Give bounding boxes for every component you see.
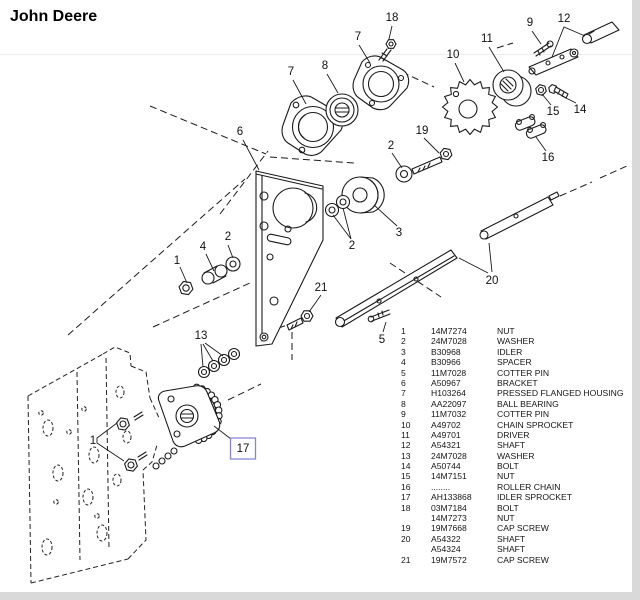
driver-11 bbox=[493, 70, 531, 106]
part-description: PRESSED FLANGED HOUSING bbox=[497, 388, 624, 399]
part-number: 24M7028 bbox=[431, 336, 467, 347]
part-number: 19M7572 bbox=[431, 554, 467, 565]
parts-row[interactable] bbox=[398, 347, 630, 357]
parts-row[interactable] bbox=[398, 368, 630, 378]
frame-mounting-nuts bbox=[117, 412, 147, 471]
parts-row[interactable] bbox=[398, 544, 630, 554]
parts-row[interactable] bbox=[398, 440, 630, 450]
parts-row[interactable] bbox=[398, 513, 630, 523]
part-number: A54321 bbox=[431, 440, 461, 451]
part-number: A54324 bbox=[431, 544, 461, 555]
part-number: ........ bbox=[431, 481, 451, 492]
parts-row[interactable] bbox=[398, 357, 630, 367]
parts-row[interactable] bbox=[398, 471, 630, 481]
part-ref: 7 bbox=[401, 388, 406, 399]
bolt-14 bbox=[549, 85, 568, 98]
part-ref: 11 bbox=[401, 429, 410, 440]
idler-sprocket-17 bbox=[153, 384, 222, 469]
parts-row[interactable] bbox=[398, 409, 630, 419]
callout-13[interactable]: 13 bbox=[194, 330, 208, 343]
parts-row[interactable] bbox=[398, 399, 630, 409]
part-number: AA22097 bbox=[431, 398, 467, 409]
part-ref: 20 bbox=[401, 533, 411, 544]
parts-row[interactable] bbox=[398, 430, 630, 440]
cotter-pin-9 bbox=[534, 41, 553, 56]
bracket-6 bbox=[256, 171, 323, 346]
part-ref bbox=[398, 544, 431, 554]
part-description: WASHER bbox=[497, 336, 535, 347]
part-number: B30966 bbox=[431, 357, 461, 368]
idler-3 bbox=[342, 177, 384, 213]
callout-4[interactable]: 4 bbox=[199, 241, 207, 254]
part-number: B30968 bbox=[431, 346, 461, 357]
part-number: H103264 bbox=[431, 388, 466, 399]
parts-row[interactable] bbox=[398, 461, 630, 471]
part-ref: 21 bbox=[401, 554, 411, 565]
part-ref: 16 bbox=[401, 481, 411, 492]
callout-10[interactable]: 10 bbox=[446, 49, 460, 62]
callout-16[interactable]: 16 bbox=[541, 152, 555, 165]
ball-bearing-8 bbox=[326, 94, 358, 126]
part-description: NUT bbox=[497, 513, 515, 524]
machine-frame-outline bbox=[28, 347, 160, 583]
nut-spacer-washer-group bbox=[179, 257, 240, 295]
parts-row[interactable] bbox=[398, 523, 630, 533]
parts-table bbox=[398, 326, 630, 565]
cap-screw-21 bbox=[287, 311, 313, 330]
part-description: BRACKET bbox=[497, 377, 538, 388]
roller-chain-16 bbox=[514, 115, 547, 140]
parts-row[interactable] bbox=[398, 555, 630, 565]
callout-5[interactable]: 5 bbox=[378, 334, 386, 347]
callout-1[interactable]: 1 bbox=[173, 255, 181, 268]
part-ref: 3 bbox=[401, 346, 406, 357]
callout-2[interactable]: 2 bbox=[348, 240, 356, 253]
part-description: COTTER PIN bbox=[497, 409, 550, 420]
callout-1[interactable]: 1 bbox=[89, 435, 97, 448]
page-title: John Deere bbox=[10, 8, 98, 25]
callout-9[interactable]: 9 bbox=[526, 17, 534, 30]
part-number: 11M7032 bbox=[431, 409, 467, 420]
parts-row[interactable] bbox=[398, 482, 630, 492]
part-number: A50744 bbox=[431, 461, 461, 472]
part-description: NUT bbox=[497, 326, 515, 336]
callout-7[interactable]: 7 bbox=[287, 66, 295, 79]
callout-3[interactable]: 3 bbox=[395, 227, 403, 240]
part-ref: 10 bbox=[401, 419, 411, 430]
parts-row[interactable] bbox=[398, 336, 630, 346]
part-description: COTTER PIN bbox=[497, 367, 550, 378]
callout-18[interactable]: 18 bbox=[385, 12, 399, 25]
callout-2[interactable]: 2 bbox=[387, 140, 395, 153]
callout-19[interactable]: 19 bbox=[415, 125, 429, 138]
nut-15 bbox=[536, 85, 547, 96]
parts-row[interactable] bbox=[398, 420, 630, 430]
part-description: WASHER bbox=[497, 450, 535, 461]
parts-row[interactable] bbox=[398, 326, 630, 336]
part-number: 19M7668 bbox=[431, 523, 467, 534]
part-description: SHAFT bbox=[497, 440, 526, 451]
callout-17[interactable]: 17 bbox=[236, 443, 250, 456]
part-description: DRIVER bbox=[497, 429, 530, 440]
part-ref bbox=[398, 513, 431, 523]
shaft-20-lower bbox=[336, 250, 458, 327]
part-number: A54322 bbox=[431, 533, 461, 544]
part-ref: 1 bbox=[401, 326, 406, 336]
part-ref: 5 bbox=[401, 367, 406, 378]
callout-21[interactable]: 21 bbox=[314, 282, 328, 295]
page-edge-right bbox=[632, 0, 640, 600]
part-ref: 8 bbox=[401, 398, 406, 409]
callout-20[interactable]: 20 bbox=[485, 275, 499, 288]
cotter-pin-5 bbox=[368, 310, 390, 322]
part-description: ROLLER CHAIN bbox=[497, 481, 561, 492]
part-ref: 12 bbox=[401, 440, 411, 451]
part-ref: 14 bbox=[401, 461, 411, 472]
parts-row[interactable] bbox=[398, 492, 630, 502]
callout-7[interactable]: 7 bbox=[354, 31, 362, 44]
part-ref: 19 bbox=[401, 523, 411, 534]
part-description: CAP SCREW bbox=[497, 523, 549, 534]
part-ref: 6 bbox=[401, 377, 406, 388]
parts-row[interactable] bbox=[398, 451, 630, 461]
shaft-20-upper bbox=[480, 192, 559, 239]
parts-row[interactable] bbox=[398, 378, 630, 388]
part-description: CAP SCREW bbox=[497, 554, 549, 565]
part-ref: 17 bbox=[401, 492, 411, 503]
callout-14[interactable]: 14 bbox=[573, 104, 587, 117]
part-number: 24M7028 bbox=[431, 450, 467, 461]
part-description: SHAFT bbox=[497, 544, 526, 555]
part-ref: 18 bbox=[401, 502, 411, 513]
part-number: 03M7184 bbox=[431, 502, 467, 513]
part-number: A50967 bbox=[431, 377, 461, 388]
part-ref: 13 bbox=[401, 450, 411, 461]
part-number: 11M7028 bbox=[431, 367, 467, 378]
callout-2[interactable]: 2 bbox=[224, 231, 232, 244]
part-number: AH133868 bbox=[431, 492, 472, 503]
callout-6[interactable]: 6 bbox=[236, 126, 244, 139]
part-number: 14M7273 bbox=[431, 513, 467, 524]
callout-11[interactable]: 11 bbox=[481, 33, 493, 46]
part-ref: 4 bbox=[401, 357, 406, 368]
part-number: 14M7151 bbox=[431, 471, 467, 482]
bolt-18 bbox=[379, 40, 396, 61]
page-edge-bottom bbox=[0, 592, 640, 600]
callout-8[interactable]: 8 bbox=[321, 60, 329, 73]
part-number: 14M7274 bbox=[431, 326, 467, 336]
part-ref: 9 bbox=[401, 409, 406, 420]
part-description: IDLER SPROCKET bbox=[497, 492, 572, 503]
parts-row[interactable] bbox=[398, 534, 630, 544]
part-ref: 2 bbox=[401, 336, 406, 347]
part-number: A49701 bbox=[431, 429, 461, 440]
cap-screw-19 bbox=[412, 148, 452, 174]
part-description: BALL BEARING bbox=[497, 398, 559, 409]
part-description: NUT bbox=[497, 471, 515, 482]
part-description: SHAFT bbox=[497, 533, 526, 544]
part-number: A49702 bbox=[431, 419, 461, 430]
callout-15[interactable]: 15 bbox=[546, 106, 560, 119]
parts-row[interactable] bbox=[398, 388, 630, 398]
part-description: SPACER bbox=[497, 357, 532, 368]
callout-12[interactable]: 12 bbox=[557, 13, 571, 26]
flanged-housing-right-7 bbox=[353, 56, 409, 110]
shaft-12-cylinder bbox=[583, 22, 620, 44]
chain-sprocket-10 bbox=[443, 80, 498, 135]
parts-row[interactable] bbox=[398, 503, 630, 513]
part-ref: 15 bbox=[401, 471, 411, 482]
part-description: BOLT bbox=[497, 502, 519, 513]
part-description: CHAIN SPROCKET bbox=[497, 419, 574, 430]
part-description: IDLER bbox=[497, 346, 523, 357]
part-description: BOLT bbox=[497, 461, 519, 472]
